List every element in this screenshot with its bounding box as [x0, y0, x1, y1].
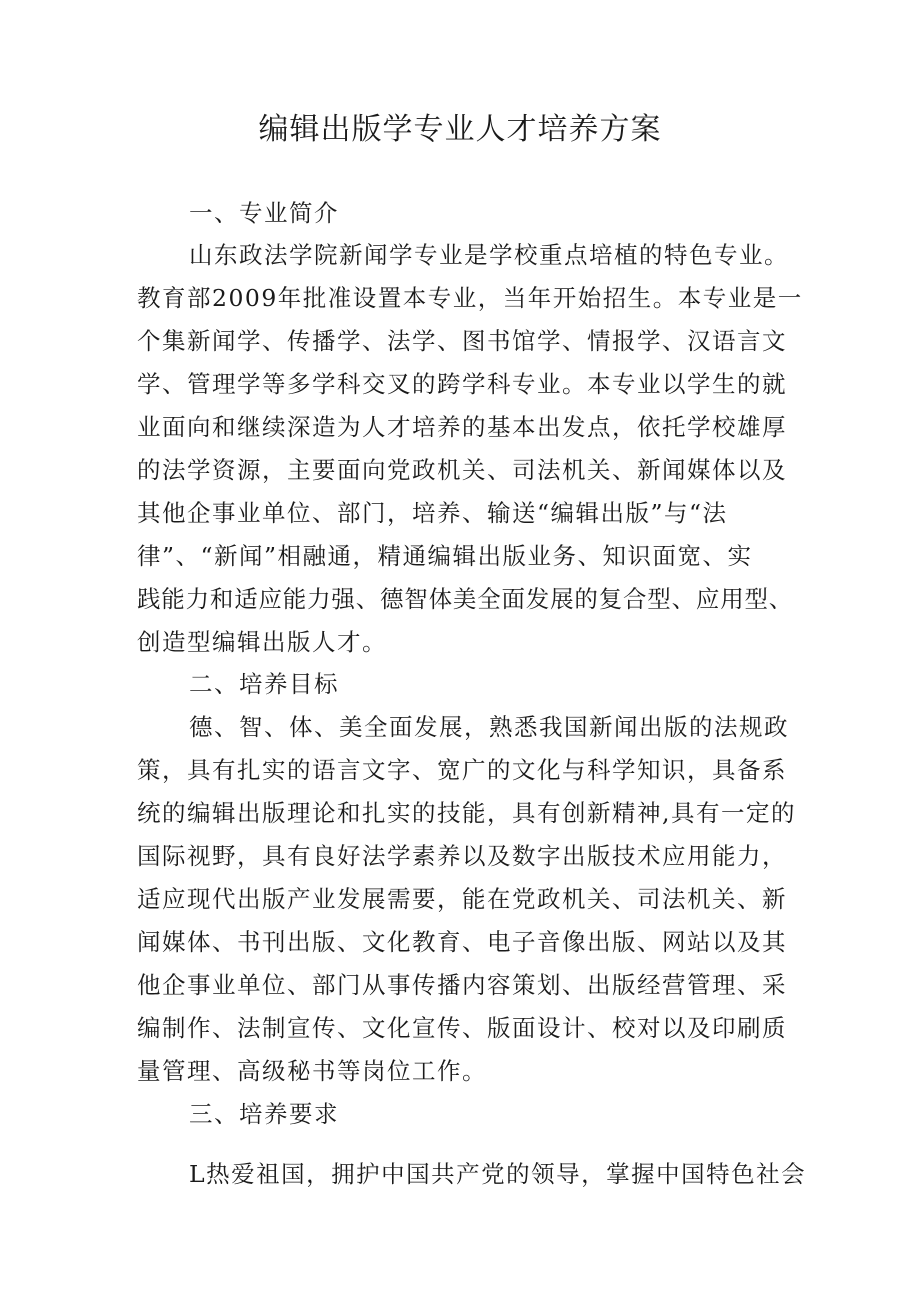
paragraph-line: 创造型编辑出版人才。 — [137, 628, 387, 656]
section-heading-objectives: 二、培养目标 — [189, 670, 339, 698]
section-heading-requirements: 三、培养要求 — [189, 1100, 339, 1128]
paragraph-line: 个集新闻学、传播学、法学、图书馆学、情报学、汉语言文 — [137, 327, 787, 355]
paragraph-line: 山东政法学院新闻学专业是学校重点培植的特色专业。 — [189, 241, 789, 269]
paragraph-line: 其他企事业单位、部门，培养、输送“编辑出版”与“法 — [137, 499, 728, 527]
paragraph-line: 德、智、体、美全面发展，熟悉我国新闻出版的法规政 — [189, 713, 789, 741]
paragraph-line: 学、管理学等多学科交叉的跨学科专业。本专业以学生的就 — [137, 370, 787, 398]
paragraph-line: 教育部2009年批准设置本专业，当年开始招生。本专业是一 — [137, 284, 803, 312]
paragraph-line: 量管理、高级秘书等岗位工作。 — [137, 1057, 487, 1085]
paragraph-line: 适应现代出版产业发展需要，能在党政机关、司法机关、新 — [137, 885, 787, 913]
paragraph-line: 的法学资源，主要面向党政机关、司法机关、新闻媒体以及 — [137, 456, 787, 484]
paragraph-line: 律”、“新闻”相融通，精通编辑出版业务、知识面宽、实 — [137, 542, 753, 570]
paragraph-line: 践能力和适应能力强、德智体美全面发展的复合型、应用型、 — [137, 585, 794, 613]
paragraph-line: 统的编辑出版理论和扎实的技能，具有创新精神,具有一定的 — [137, 799, 796, 827]
paragraph-line: L热爱祖国，拥护中国共产党的领导，掌握中国特色社会 — [189, 1160, 807, 1188]
paragraph-line: 业面向和继续深造为人才培养的基本出发点，依托学校雄厚 — [137, 413, 787, 441]
section-heading-intro: 一、专业简介 — [189, 199, 339, 227]
paragraph-line: 闻媒体、书刊出版、文化教育、电子音像出版、网站以及其 — [137, 928, 787, 956]
document-title: 编辑出版学专业人才培养方案 — [258, 112, 662, 147]
paragraph-line: 策，具有扎实的语言文字、宽广的文化与科学知识，具备系 — [137, 756, 787, 784]
paragraph-line: 国际视野，具有良好法学素养以及数字出版技术应用能力， — [137, 842, 787, 870]
paragraph-line: 他企事业单位、部门从事传播内容策划、出版经营管理、采 — [137, 971, 787, 999]
paragraph-line: 编制作、法制宣传、文化宣传、版面设计、校对以及印刷质 — [137, 1014, 787, 1042]
